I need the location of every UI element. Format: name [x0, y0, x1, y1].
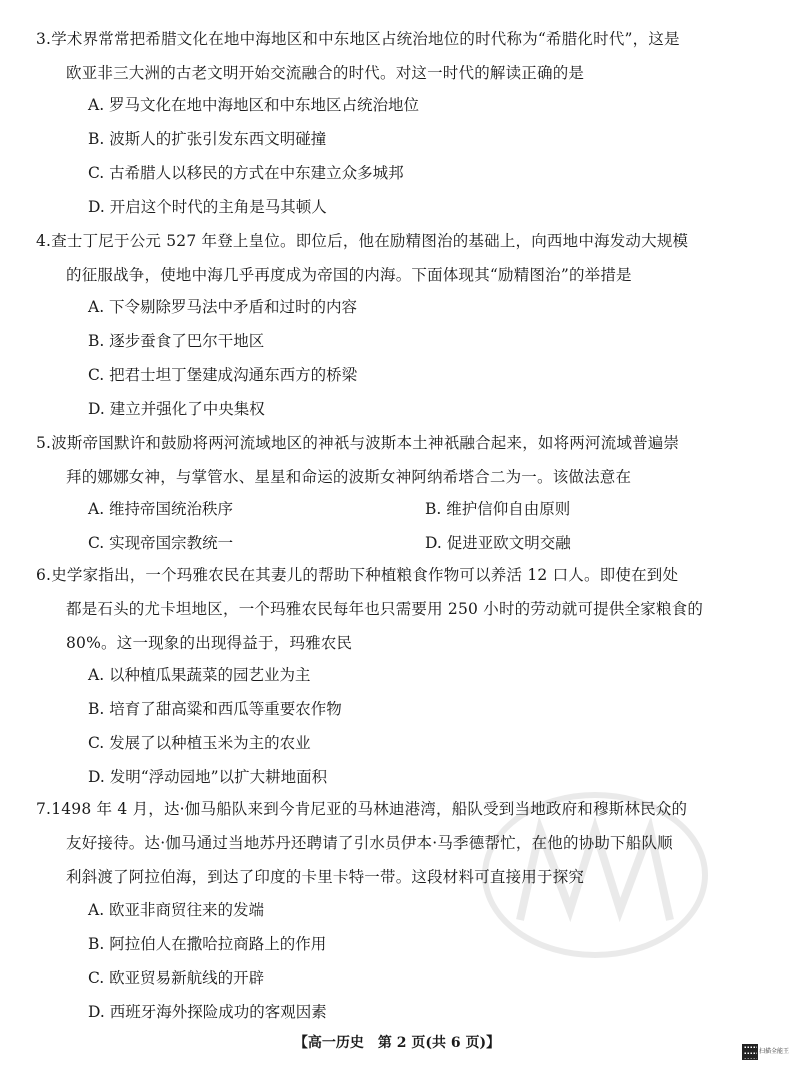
option-c: C. 把君士坦丁堡建成沟通东西方的桥梁 — [88, 366, 358, 384]
stem-line: 拜的娜娜女神，与掌管水、星星和命运的波斯女神阿纳希塔合二为一。该做法意在 — [66, 468, 632, 486]
stem-line: 4.查士丁尼于公元 527 年登上皇位。即位后，他在励精图治的基础上，向西地中海发动大规模 — [36, 232, 689, 250]
option-d: D. 促进亚欧文明交融 — [425, 534, 571, 552]
question-stem — [36, 558, 716, 660]
option-b: B. 阿拉伯人在撒哈拉商路上的作用 — [88, 935, 327, 953]
option-b: B. 维护信仰自由原则 — [425, 500, 571, 518]
scanner-label: 扫描全能王 — [759, 1048, 790, 1055]
option-a: A. 以种植瓜果蔬菜的园艺业为主 — [88, 666, 311, 684]
option-d: D. 西班牙海外探险成功的客观因素 — [88, 1003, 327, 1021]
stem-line: 利斜渡了阿拉伯海，到达了印度的卡里卡特一带。这段材料可直接用于探究 — [66, 868, 585, 886]
stem-line: 7.1498 年 4 月，达·伽马船队来到今肯尼亚的马林迪港湾，船队受到当地政府和穆斯林民众的 — [36, 800, 688, 818]
qr-code-icon — [742, 1044, 758, 1060]
option-a: A. 罗马文化在地中海地区和中东地区占统治地位 — [88, 96, 420, 114]
stem-line: 欧亚非三大洲的古老文明开始交流融合的时代。对这一时代的解读正确的是 — [66, 64, 585, 82]
stem-line: 友好接待。达·伽马通过当地苏丹还聘请了引水员伊本·马季德帮忙，在他的协助下船队顺 — [66, 834, 673, 852]
option-d: D. 建立并强化了中央集权 — [88, 400, 265, 418]
option-c: C. 古希腊人以移民的方式在中东建立众多城邦 — [88, 164, 404, 182]
option-b: B. 波斯人的扩张引发东西文明碰撞 — [88, 130, 327, 148]
option-a: A. 欧亚非商贸往来的发端 — [88, 901, 265, 919]
option-d: D. 开启这个时代的主角是马其顿人 — [88, 198, 327, 216]
question-stem — [36, 426, 716, 494]
stem-line: 的征服战争，使地中海几乎再度成为帝国的内海。下面体现其“励精图治”的举措是 — [66, 266, 632, 284]
watermark-emblem — [480, 790, 710, 960]
stem-line: 80%。这一现象的出现得益于，玛雅农民 — [66, 634, 353, 652]
option-d: D. 发明“浮动园地”以扩大耕地面积 — [88, 768, 328, 786]
stem-line: 3.学术界常常把希腊文化在地中海地区和中东地区占统治地位的时代称为“希腊化时代”，这是 — [36, 30, 680, 48]
page-footer: 【高一历史 第 2 页(共 6 页)】 — [293, 1035, 501, 1051]
stem-line: 6.史学家指出，一个玛雅农民在其妻儿的帮助下种植粮食作物可以养活 12 口人。即使在到处 — [36, 566, 679, 584]
question-stem — [36, 224, 716, 292]
question-stem — [36, 22, 716, 90]
stem-line: 5.波斯帝国默许和鼓励将两河流域地区的神祇与波斯本土神祇融合起来，如将两河流域普遍崇 — [36, 434, 680, 452]
option-a: A. 下令剔除罗马法中矛盾和过时的内容 — [88, 298, 358, 316]
option-c: C. 欧亚贸易新航线的开辟 — [88, 969, 265, 987]
option-c: C. 发展了以种植玉米为主的农业 — [88, 734, 311, 752]
option-b: B. 培育了甜高粱和西瓜等重要农作物 — [88, 700, 342, 718]
option-b: B. 逐步蚕食了巴尔干地区 — [88, 332, 265, 350]
option-c: C. 实现帝国宗教统一 — [88, 534, 234, 552]
stem-line: 都是石头的尤卡坦地区，一个玛雅农民每年也只需要用 250 小时的劳动就可提供全家粮食的 — [66, 600, 704, 618]
option-a: A. 维持帝国统治秩序 — [88, 500, 234, 518]
